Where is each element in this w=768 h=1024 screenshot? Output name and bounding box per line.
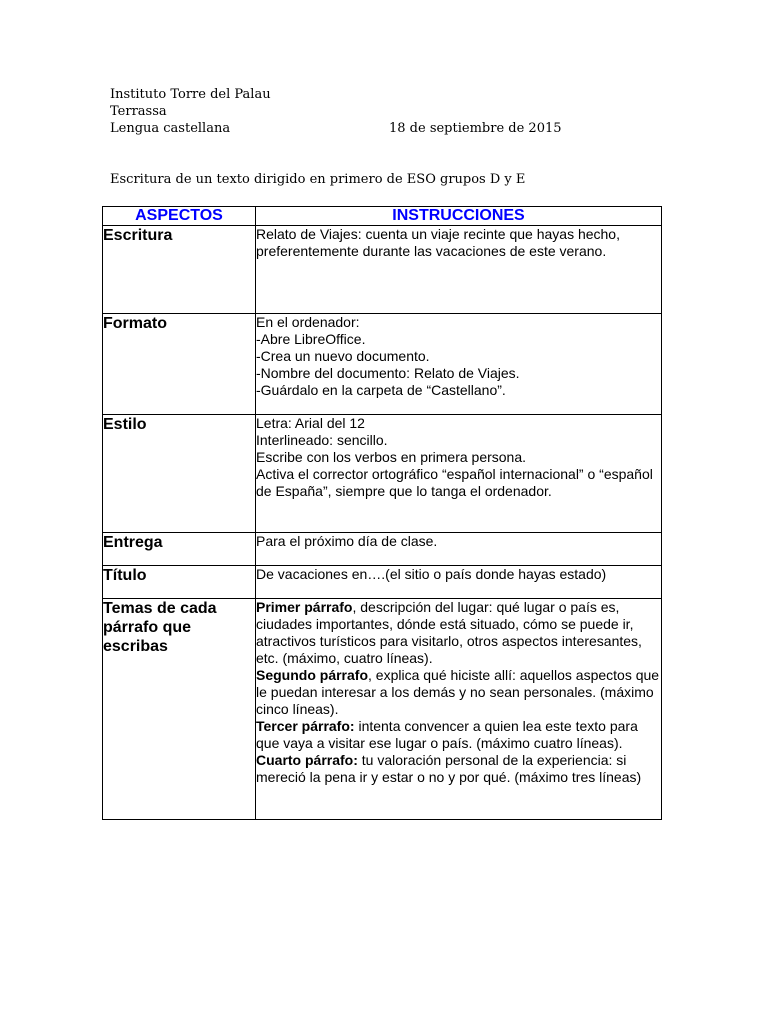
paragraph-text: tu valoración personal de la experiencia: si mereció la pena ir y estar o no y por qué. (máximo tres líneas)	[256, 752, 642, 785]
paragraph-label: Primer párrafo	[256, 599, 353, 615]
instruction-line: Para el próximo día de clase.	[256, 533, 438, 549]
aspect-cell: Entrega	[103, 533, 256, 566]
document-header	[110, 86, 562, 137]
paragraph-instruction	[256, 667, 661, 718]
row-entrega	[103, 533, 662, 566]
instruction-line: -Guárdalo en la carpeta de “Castellano”.	[256, 382, 506, 398]
instruction-cell	[256, 599, 662, 820]
document-date: 18 de septiembre de 2015	[389, 121, 562, 136]
row-estilo	[103, 415, 662, 533]
row-escritura	[103, 226, 662, 314]
paragraph-text: , explica qué hiciste allí: aquellos aspectos que le puedan interesar a los demás y no sean personales. (máximo cinco líneas).	[256, 667, 660, 717]
row-formato	[103, 314, 662, 415]
instruction-line: Interlineado: sencillo.	[256, 432, 388, 448]
row-titulo	[103, 566, 662, 599]
instruction-line: De vacaciones en….(el sitio o país donde hayas estado)	[256, 566, 607, 582]
instructions-table	[102, 206, 662, 820]
school-name: Instituto Torre del Palau	[110, 87, 271, 102]
instruction-line: Letra: Arial del 12	[256, 415, 365, 431]
paragraph-instruction	[256, 599, 661, 667]
aspect-cell: Título	[103, 566, 256, 599]
aspect-cell: Escritura	[103, 226, 256, 314]
paragraph-text: intenta convencer a quien lea este texto para que vaya a visitar ese lugar o país. (máximo cuatro líneas).	[256, 718, 638, 751]
header-aspects: ASPECTOS	[103, 207, 256, 226]
instruction-line: -Crea un nuevo documento.	[256, 348, 430, 364]
aspect-cell: Formato	[103, 314, 256, 415]
instruction-line: Activa el corrector ortográfico “español internacional” o “español de España”, siempre que lo tanga el ordenador.	[256, 466, 653, 499]
header-instructions: INSTRUCCIONES	[256, 207, 662, 226]
instruction-line: -Nombre del documento: Relato de Viajes.	[256, 365, 520, 381]
paragraph-instruction	[256, 752, 661, 786]
paragraph-label: Tercer párrafo:	[256, 718, 355, 734]
document-subtitle: Escritura de un texto dirigido en primero de ESO grupos D y E	[110, 172, 526, 187]
aspect-cell: Temas de cada párrafo que escribas	[103, 599, 256, 820]
instruction-line: En el ordenador:	[256, 314, 360, 330]
instruction-cell	[256, 314, 662, 415]
instruction-cell	[256, 533, 662, 566]
paragraph-instruction	[256, 718, 661, 752]
instruction-cell	[256, 226, 662, 314]
instruction-line: Relato de Viajes: cuenta un viaje recinte que hayas hecho, preferentemente durante las vacaciones de este verano.	[256, 226, 620, 259]
subject-name: Lengua castellana	[110, 121, 231, 136]
paragraph-label: Segundo párrafo	[256, 667, 369, 683]
row-temas	[103, 599, 662, 820]
aspect-cell: Estilo	[103, 415, 256, 533]
city-name: Terrassa	[110, 104, 167, 119]
instruction-line: -Abre LibreOffice.	[256, 331, 366, 347]
table-header-row	[103, 207, 662, 226]
paragraph-text: , descripción del lugar: qué lugar o país es, ciudades importantes, dónde está situado, cómo se puede ir, atractivos turísticos para visitarlo, otros aspectos interesantes, etc. (máximo, cuatro líneas).	[256, 599, 642, 666]
paragraph-label: Cuarto párrafo:	[256, 752, 358, 768]
instruction-cell	[256, 566, 662, 599]
instruction-cell	[256, 415, 662, 533]
instruction-line: Escribe con los verbos en primera persona.	[256, 449, 527, 465]
